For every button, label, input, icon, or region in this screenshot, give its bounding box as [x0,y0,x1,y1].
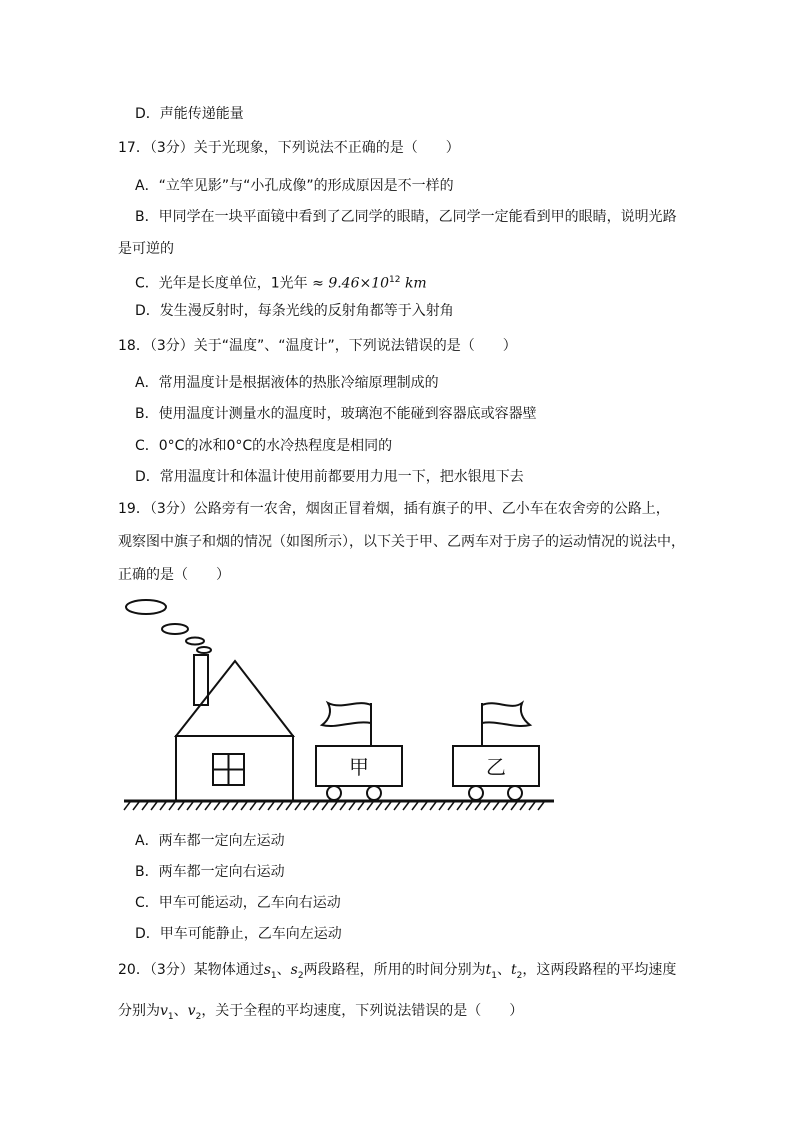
ground-hatch-line [466,802,472,810]
q17-option-c-unit: km [404,275,427,292]
ground-hatch-line [412,802,418,810]
q19-stem-line3: 正确的是（ ） [118,567,230,583]
ground-hatch-line [187,802,193,810]
q20-sep-3: 、 [173,1003,188,1019]
cart-a-flag [322,703,371,726]
cart-a-wheel-left [327,786,341,800]
ground-hatch-line [331,802,337,810]
ground-hatch-line [394,802,400,810]
q20-s2-sub: 2 [297,970,304,981]
q20-v2-sub: 2 [195,1011,202,1022]
ground-hatch-line [133,802,139,810]
ground-hatch-line [160,802,166,810]
ground-hatch-line [295,802,301,810]
q17-option-d: D．发生漫反射时，每条光线的反射角都等于入射角 [135,303,454,319]
ground-hatch-line [511,802,517,810]
ground-hatch-line [448,802,454,810]
cart-b-flag [482,703,530,726]
ground-hatch-line [151,802,157,810]
q18-option-b: B．使用温度计测量水的温度时，玻璃泡不能碰到容器底或容器壁 [135,406,537,422]
ground-hatch-line [142,802,148,810]
q20-s1-sub: 1 [270,970,277,981]
q17-stem: 17．（3分）关于光现象，下列说法不正确的是（ ） [118,140,460,156]
q18-option-a: A．常用温度计是根据液体的热胀冷缩原理制成的 [135,375,439,391]
q17-option-c-approx: ≈ 9.46×10 [312,275,390,292]
q19-option-c: C．甲车可能运动，乙车向右运动 [135,895,341,911]
ground-hatch-line [538,802,544,810]
ground-hatch-line [430,802,436,810]
ground-hatch-line [529,802,535,810]
ground-hatch-line [457,802,463,810]
q20-v1: v [160,1003,168,1019]
ground-hatch-line [439,802,445,810]
ground-hatch-line [484,802,490,810]
smoke-puff-small-2 [197,647,211,653]
q20-stem-line2 [118,1001,523,1027]
q20-stem-line1 [118,960,676,986]
q20-t2: t [510,962,517,978]
q20-t1: t [485,962,492,978]
q20-text-2: 两段路程，所用的时间分别为 [303,962,486,978]
q19-option-b: B．两车都一定向右运动 [135,864,285,880]
smoke-puff-medium [162,624,188,634]
q20-text-4: 分别为 [118,1003,160,1019]
q18-option-c: C．0°C的冰和0°C的水冷热程度是相同的 [135,438,393,454]
q19-option-d: D．甲车可能静止，乙车向左运动 [135,926,342,942]
cart-a-label: 甲 [349,755,369,779]
q20-s2: s [290,962,298,978]
cart-b-wheel-right [508,786,522,800]
ground-hatch-line [277,802,283,810]
ground-hatch-line [475,802,481,810]
q19-stem-line1: 19．（3分）公路旁有一农舍，烟囱正冒着烟，插有旗子的甲、乙小车在农舍旁的公路上， [118,501,670,517]
q17-option-c-exp: 12 [389,275,401,285]
q19-stem-line2: 观察图中旗子和烟的情况（如图所示），以下关于甲、乙两车对于房子的运动情况的说法中， [118,534,685,550]
smoke-puff-large [126,600,166,614]
q20-t1-sub: 1 [491,970,497,981]
ground-hatch-line [367,802,373,810]
cart-a-wheel-right [367,786,381,800]
ground-hatch-line [385,802,391,810]
ground-hatch-line [520,802,526,810]
ground-hatch-line [250,802,256,810]
smoke-puff-small-1 [186,638,204,645]
q17-option-c-text: C．光年是长度单位，1光年 [135,275,308,292]
ground-hatch-line [349,802,355,810]
ground-hatch-line [313,802,319,810]
ground-hatch-line [196,802,202,810]
ground-hatch-line [223,802,229,810]
q20-text-3: ，这两段路程的平均速度 [522,962,677,978]
ground-hatch-line [403,802,409,810]
ground-hatch-line [268,802,274,810]
ground-hatch-line [358,802,364,810]
ground-hatch-line [502,802,508,810]
q19-option-a: A．两车都一定向左运动 [135,833,285,849]
ground-hatch-line [304,802,310,810]
q20-sep-1: 、 [276,962,291,978]
ground-hatch-line [205,802,211,810]
ground-hatch-line [214,802,220,810]
ground-hatch-line [124,802,130,810]
q20-text-5: ，关于全程的平均速度，下列说法错误的是（ ） [201,1003,524,1019]
q20-v2: v [187,1003,196,1019]
q16-option-d: D．声能传递能量 [135,106,244,122]
ground-hatch-line [493,802,499,810]
q17-option-b-cont: 是可逆的 [118,241,174,257]
ground-hatch-line [241,802,247,810]
q20-v1-sub: 1 [167,1011,174,1022]
ground-hatch-line [178,802,184,810]
ground-hatch-line [169,802,175,810]
q18-stem: 18．（3分）关于“温度”、“温度计”，下列说法错误的是（ ） [118,338,517,354]
cart-b-label: 乙 [486,755,506,779]
ground [124,801,554,810]
ground-hatch-line [286,802,292,810]
ground-hatch-line [259,802,265,810]
ground-hatch-line [421,802,427,810]
q17-option-c [135,270,427,294]
cart-b-wheel-left [469,786,483,800]
q20-t2-sub: 2 [516,970,523,981]
q19-figure [118,593,558,815]
ground-hatch-line [340,802,346,810]
q17-option-b: B．甲同学在一块平面镜中看到了乙同学的眼睛，乙同学一定能看到甲的眼睛，说明光路 [135,209,677,225]
q18-option-d: D．常用温度计和体温计使用前都要用力甩一下，把水银甩下去 [135,469,524,485]
ground-hatch-line [232,802,238,810]
q17-option-a: A．“立竿见影”与“小孔成像”的形成原因是不一样的 [135,178,454,194]
q20-text-1: 20．（3分）某物体通过 [118,962,264,978]
ground-hatch-line [322,802,328,810]
ground-hatch-line [376,802,382,810]
q20-s1: s [263,962,271,978]
q20-sep-2: 、 [496,962,511,978]
